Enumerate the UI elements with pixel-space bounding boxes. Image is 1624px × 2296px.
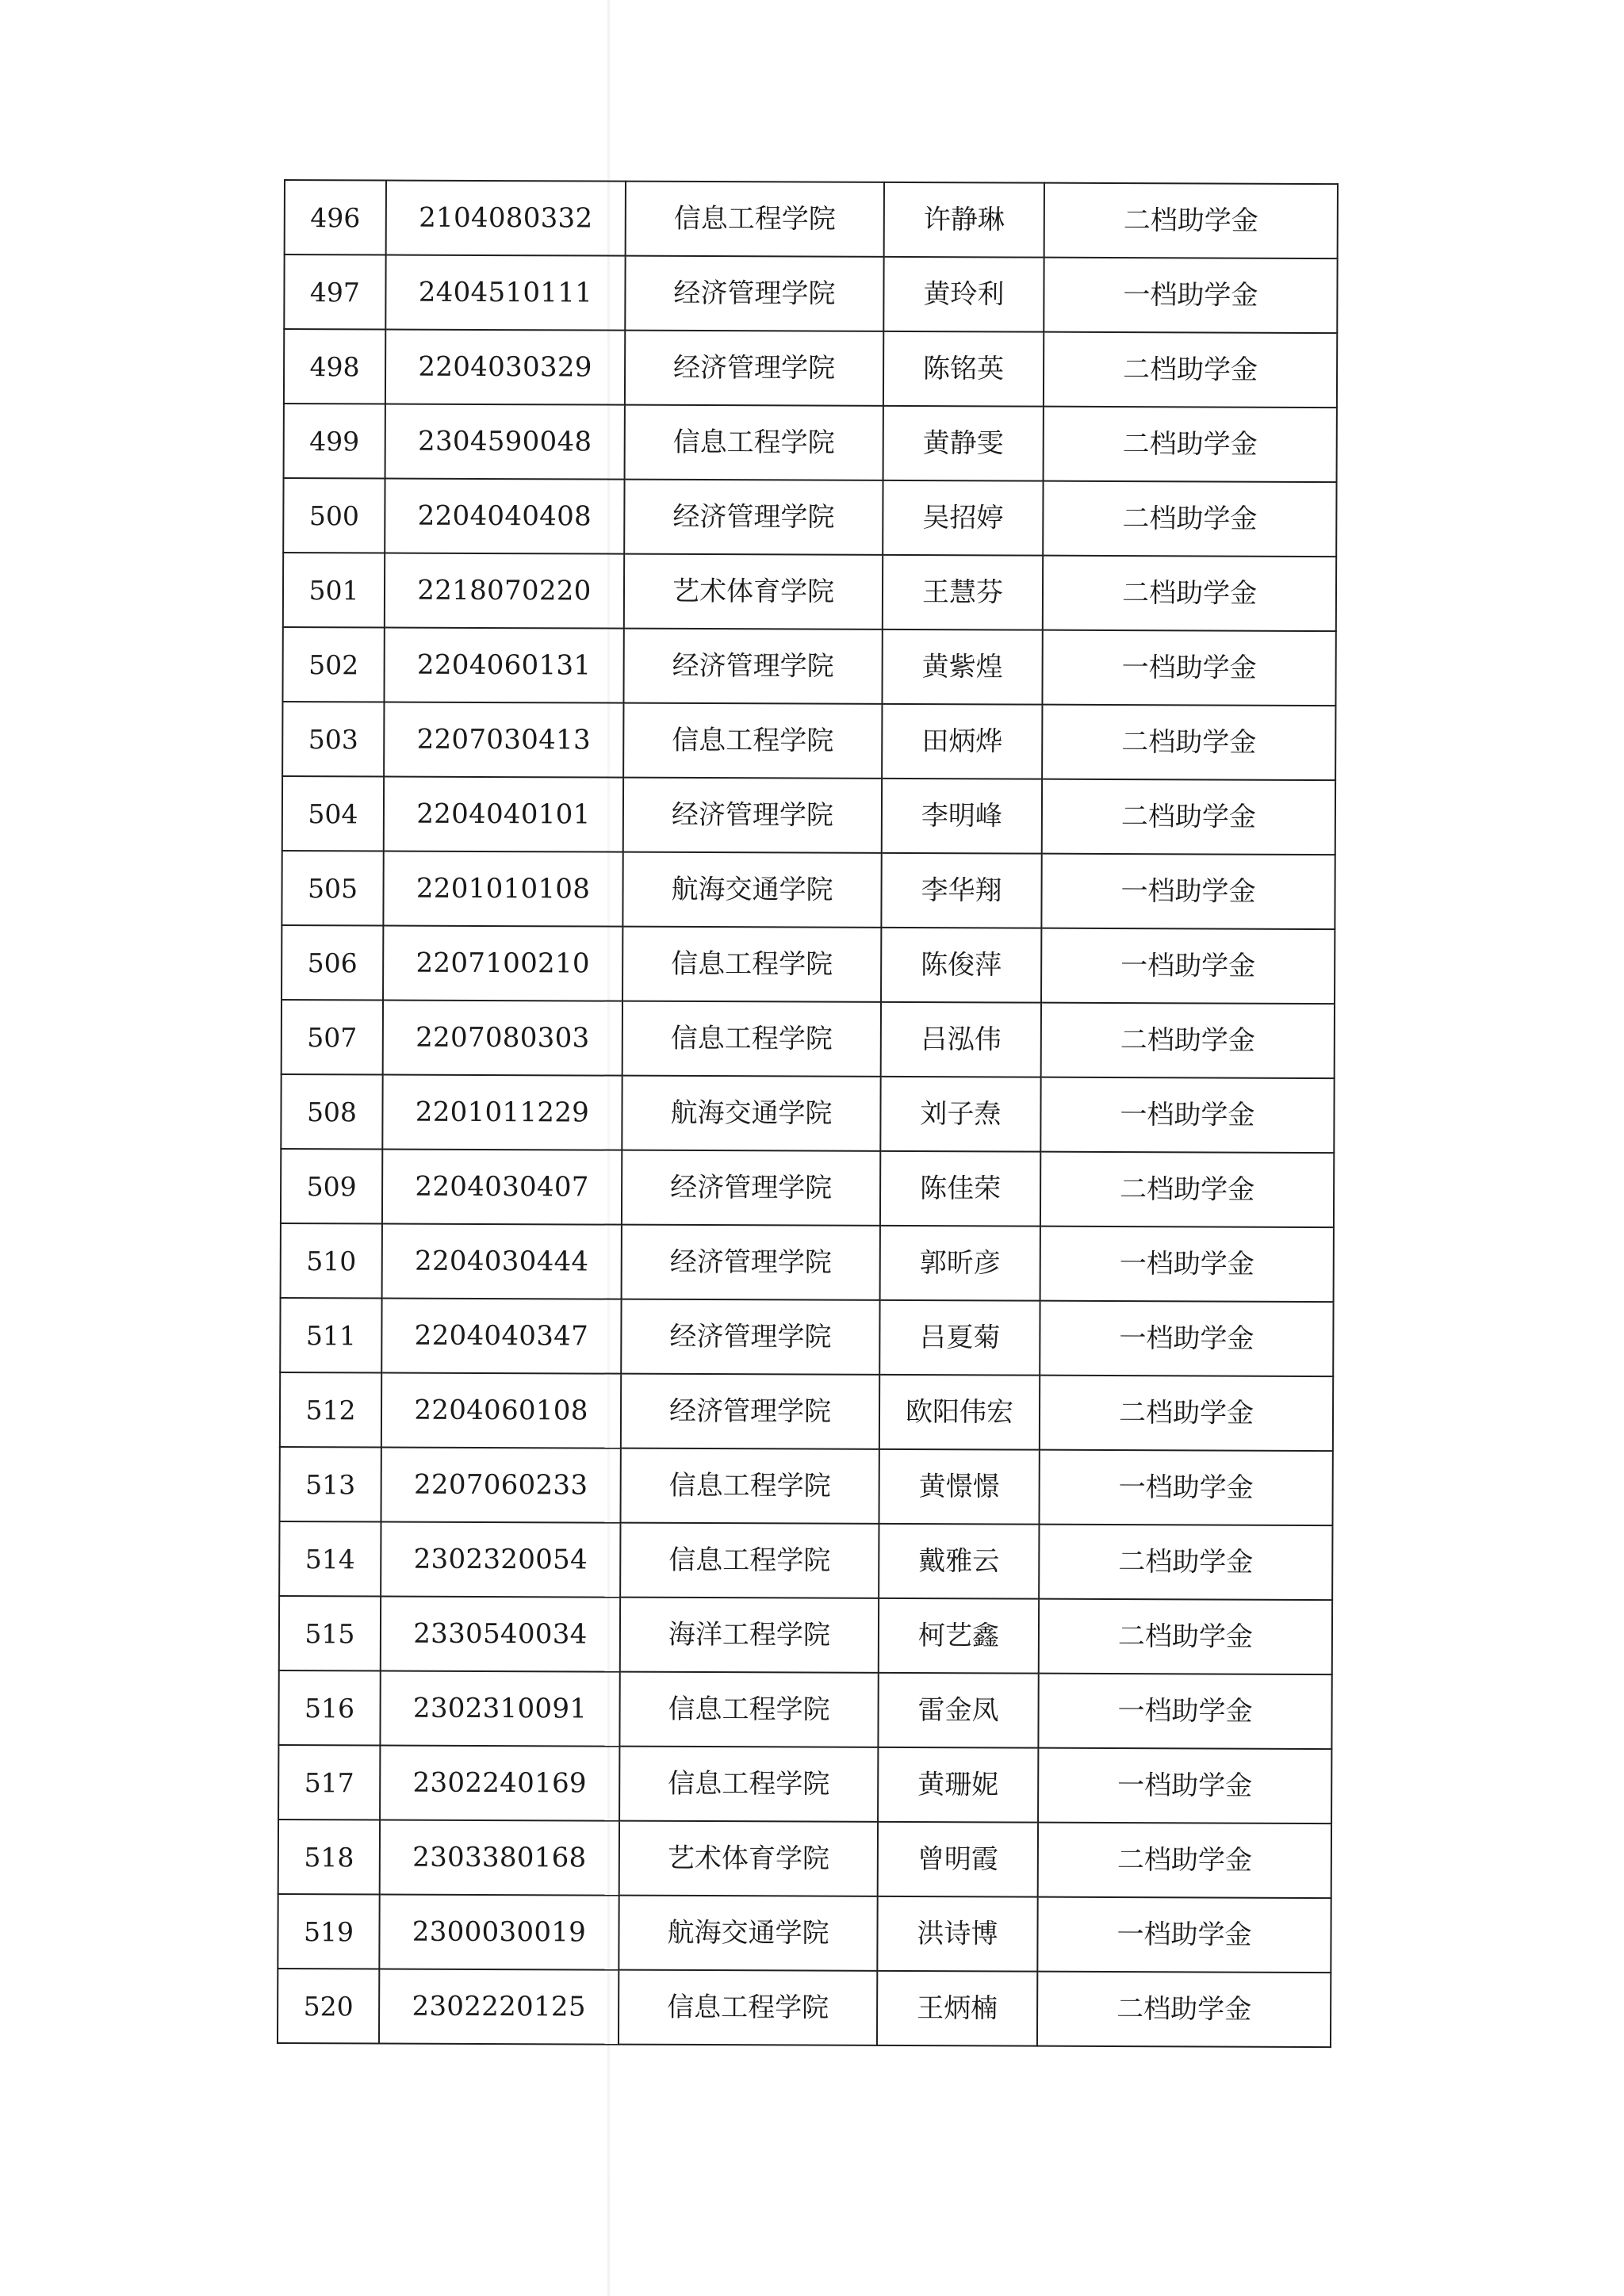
- student-name-cell: 李明峰: [882, 779, 1042, 854]
- table-row: [282, 1000, 1335, 1078]
- grant-grade-cell: 二档助学金: [1040, 1152, 1334, 1227]
- college-cell: 经济管理学院: [622, 1225, 880, 1300]
- student-id-cell: 2204060108: [381, 1372, 621, 1448]
- row-number-cell: 503: [282, 702, 384, 776]
- student-id-cell: 2300030019: [379, 1894, 619, 1969]
- student-id-cell: 2204040101: [384, 776, 623, 851]
- college-cell: 艺术体育学院: [624, 554, 883, 629]
- table-row: [282, 851, 1335, 929]
- row-number-cell: 496: [285, 180, 386, 254]
- college-cell: 信息工程学院: [625, 405, 883, 480]
- table-row: [282, 925, 1335, 1004]
- grant-grade-cell: 二档助学金: [1042, 705, 1335, 780]
- row-number-cell: 497: [284, 254, 385, 329]
- student-id-cell: 2204030444: [382, 1223, 622, 1299]
- table-row: [281, 1223, 1334, 1302]
- student-name-cell: 黄珊妮: [878, 1747, 1038, 1823]
- student-id-cell: 2204060131: [384, 627, 623, 702]
- grant-grade-cell: 二档助学金: [1041, 1003, 1335, 1078]
- student-name-cell: 吕夏菊: [879, 1300, 1040, 1376]
- college-cell: 经济管理学院: [621, 1374, 879, 1449]
- table-row: [278, 1745, 1331, 1823]
- student-name-cell: 黄静雯: [883, 406, 1044, 481]
- row-number-cell: 511: [280, 1298, 381, 1372]
- grant-grade-cell: 二档助学金: [1043, 556, 1336, 631]
- student-name-cell: 许静琳: [884, 182, 1044, 258]
- row-number-cell: 519: [278, 1894, 379, 1969]
- grant-grade-cell: 一档助学金: [1040, 1226, 1334, 1302]
- college-cell: 信息工程学院: [619, 1970, 877, 2045]
- grant-grade-cell: 二档助学金: [1044, 407, 1337, 482]
- table-row: [283, 478, 1336, 557]
- student-id-cell: 2104080332: [386, 180, 626, 255]
- table-row: [282, 776, 1335, 855]
- row-number-cell: 504: [282, 776, 384, 851]
- table-row: [285, 180, 1338, 258]
- student-name-cell: 陈铭英: [883, 331, 1044, 407]
- college-cell: 经济管理学院: [625, 256, 883, 331]
- grant-grade-cell: 一档助学金: [1042, 630, 1335, 706]
- row-number-cell: 512: [280, 1372, 381, 1447]
- table-row: [284, 329, 1337, 408]
- grant-grade-cell: 二档助学金: [1037, 1972, 1331, 2047]
- table-row: [279, 1596, 1332, 1674]
- college-cell: 信息工程学院: [620, 1523, 879, 1598]
- table-row: [278, 1969, 1331, 2047]
- row-number-cell: 509: [281, 1149, 382, 1223]
- row-number-cell: 514: [279, 1521, 381, 1596]
- student-id-cell: 2302240169: [380, 1745, 619, 1820]
- student-id-cell: 2207100210: [383, 925, 622, 1001]
- grant-grade-cell: 二档助学金: [1040, 1376, 1333, 1451]
- grant-grade-cell: 一档助学金: [1044, 258, 1337, 333]
- row-number-cell: 498: [284, 329, 385, 404]
- student-id-cell: 2330540034: [381, 1596, 620, 1671]
- student-id-cell: 2207030413: [384, 702, 623, 777]
- table-row: [279, 1521, 1332, 1600]
- table-row: [278, 1820, 1331, 1898]
- student-name-cell: 吕泓伟: [881, 1002, 1041, 1077]
- student-name-cell: 王慧芬: [883, 555, 1043, 630]
- student-id-cell: 2201011229: [382, 1074, 622, 1150]
- grant-grade-cell: 二档助学金: [1039, 1525, 1332, 1600]
- row-number-cell: 518: [278, 1820, 380, 1894]
- student-id-cell: 2201010108: [383, 851, 622, 926]
- grant-grade-cell: 一档助学金: [1041, 928, 1335, 1004]
- college-cell: 航海交通学院: [619, 1896, 877, 1971]
- table-row: [278, 1894, 1331, 1973]
- student-id-cell: 2304590048: [385, 404, 625, 479]
- grant-grade-cell: 一档助学金: [1040, 1077, 1334, 1153]
- college-cell: 经济管理学院: [622, 1150, 880, 1226]
- college-cell: 艺术体育学院: [619, 1821, 878, 1896]
- college-cell: 航海交通学院: [622, 1076, 880, 1151]
- row-number-cell: 510: [281, 1223, 382, 1298]
- table-row: [282, 627, 1335, 706]
- college-cell: 经济管理学院: [625, 331, 883, 406]
- student-id-cell: 2204040347: [381, 1298, 621, 1373]
- college-cell: 信息工程学院: [623, 703, 882, 779]
- grant-grade-cell: 一档助学金: [1038, 1748, 1331, 1823]
- row-number-cell: 502: [282, 627, 384, 702]
- row-number-cell: 517: [278, 1745, 380, 1820]
- student-name-cell: 田炳烨: [882, 704, 1042, 779]
- student-id-cell: 2404510111: [385, 254, 625, 330]
- grant-grade-cell: 一档助学金: [1039, 1450, 1332, 1525]
- row-number-cell: 506: [282, 925, 383, 1000]
- student-name-cell: 郭昕彦: [880, 1226, 1040, 1301]
- table-row: [279, 1447, 1332, 1525]
- student-name-cell: 黄憬憬: [879, 1449, 1039, 1525]
- table-row: [280, 1372, 1333, 1451]
- student-name-cell: 刘子焘: [880, 1077, 1040, 1152]
- college-cell: 经济管理学院: [621, 1299, 879, 1375]
- row-number-cell: 500: [283, 478, 385, 553]
- student-id-cell: 2204030329: [385, 329, 625, 404]
- student-name-cell: 曾明霞: [878, 1822, 1038, 1897]
- row-number-cell: 513: [279, 1447, 381, 1521]
- student-name-cell: 王炳楠: [877, 1971, 1037, 2046]
- row-number-cell: 507: [282, 1000, 383, 1074]
- college-cell: 经济管理学院: [624, 480, 883, 555]
- student-id-cell: 2303380168: [380, 1820, 619, 1895]
- grant-grade-cell: 二档助学金: [1044, 332, 1337, 408]
- table-row: [280, 1298, 1333, 1376]
- grant-grade-cell: 二档助学金: [1042, 779, 1335, 855]
- grant-grade-cell: 一档助学金: [1041, 854, 1335, 929]
- table-row: [278, 1670, 1331, 1749]
- table-row: [281, 1074, 1334, 1153]
- student-id-cell: 2218070220: [385, 553, 624, 628]
- grant-grade-cell: 一档助学金: [1037, 1897, 1331, 1973]
- student-name-cell: 黄玲利: [883, 257, 1044, 332]
- table-row: [282, 702, 1335, 780]
- student-name-cell: 黄紫煌: [882, 629, 1042, 705]
- student-name-cell: 陈佳荣: [880, 1151, 1040, 1226]
- row-number-cell: 499: [284, 404, 385, 478]
- student-id-cell: 2207080303: [383, 1000, 622, 1075]
- row-number-cell: 505: [282, 851, 383, 925]
- student-name-cell: 洪诗博: [877, 1896, 1037, 1972]
- student-name-cell: 李华翔: [881, 853, 1041, 928]
- student-id-cell: 2302320054: [381, 1521, 620, 1597]
- college-cell: 信息工程学院: [620, 1448, 879, 1524]
- grant-grade-cell: 一档助学金: [1038, 1674, 1331, 1749]
- student-id-cell: 2207060233: [381, 1447, 620, 1522]
- table-row: [281, 1149, 1334, 1227]
- table-body: [278, 180, 1338, 2047]
- grant-grade-cell: 二档助学金: [1039, 1599, 1332, 1674]
- college-cell: 航海交通学院: [622, 852, 881, 928]
- student-id-cell: 2302220125: [379, 1969, 619, 2044]
- student-id-cell: 2204040408: [385, 478, 624, 553]
- student-name-cell: 柯艺鑫: [879, 1598, 1039, 1674]
- college-cell: 信息工程学院: [619, 1747, 878, 1822]
- student-name-cell: 戴雅云: [879, 1524, 1039, 1599]
- grant-grade-cell: 二档助学金: [1038, 1823, 1331, 1898]
- row-number-cell: 508: [281, 1074, 382, 1149]
- college-cell: 信息工程学院: [626, 182, 884, 257]
- student-name-cell: 雷金凤: [878, 1673, 1038, 1748]
- scholarship-list-table: [277, 179, 1339, 2048]
- row-number-cell: 520: [278, 1969, 379, 2043]
- row-number-cell: 515: [279, 1596, 381, 1670]
- student-id-cell: 2204030407: [382, 1149, 622, 1224]
- college-cell: 信息工程学院: [619, 1672, 878, 1747]
- table-row: [283, 553, 1336, 631]
- college-cell: 经济管理学院: [623, 629, 882, 704]
- college-cell: 信息工程学院: [622, 927, 881, 1002]
- student-name-cell: 吴招婷: [883, 480, 1043, 556]
- college-cell: 信息工程学院: [622, 1001, 881, 1077]
- table-row: [284, 404, 1337, 482]
- student-name-cell: 欧阳伟宏: [879, 1375, 1040, 1450]
- student-id-cell: 2302310091: [380, 1670, 619, 1746]
- grant-grade-cell: 二档助学金: [1044, 183, 1338, 258]
- college-cell: 海洋工程学院: [620, 1598, 879, 1673]
- student-name-cell: 陈俊萍: [881, 928, 1041, 1003]
- table-row: [284, 254, 1337, 333]
- college-cell: 经济管理学院: [623, 778, 882, 853]
- grant-grade-cell: 一档助学金: [1040, 1301, 1333, 1376]
- row-number-cell: 516: [278, 1670, 380, 1745]
- grant-grade-cell: 二档助学金: [1043, 481, 1336, 557]
- row-number-cell: 501: [283, 553, 385, 627]
